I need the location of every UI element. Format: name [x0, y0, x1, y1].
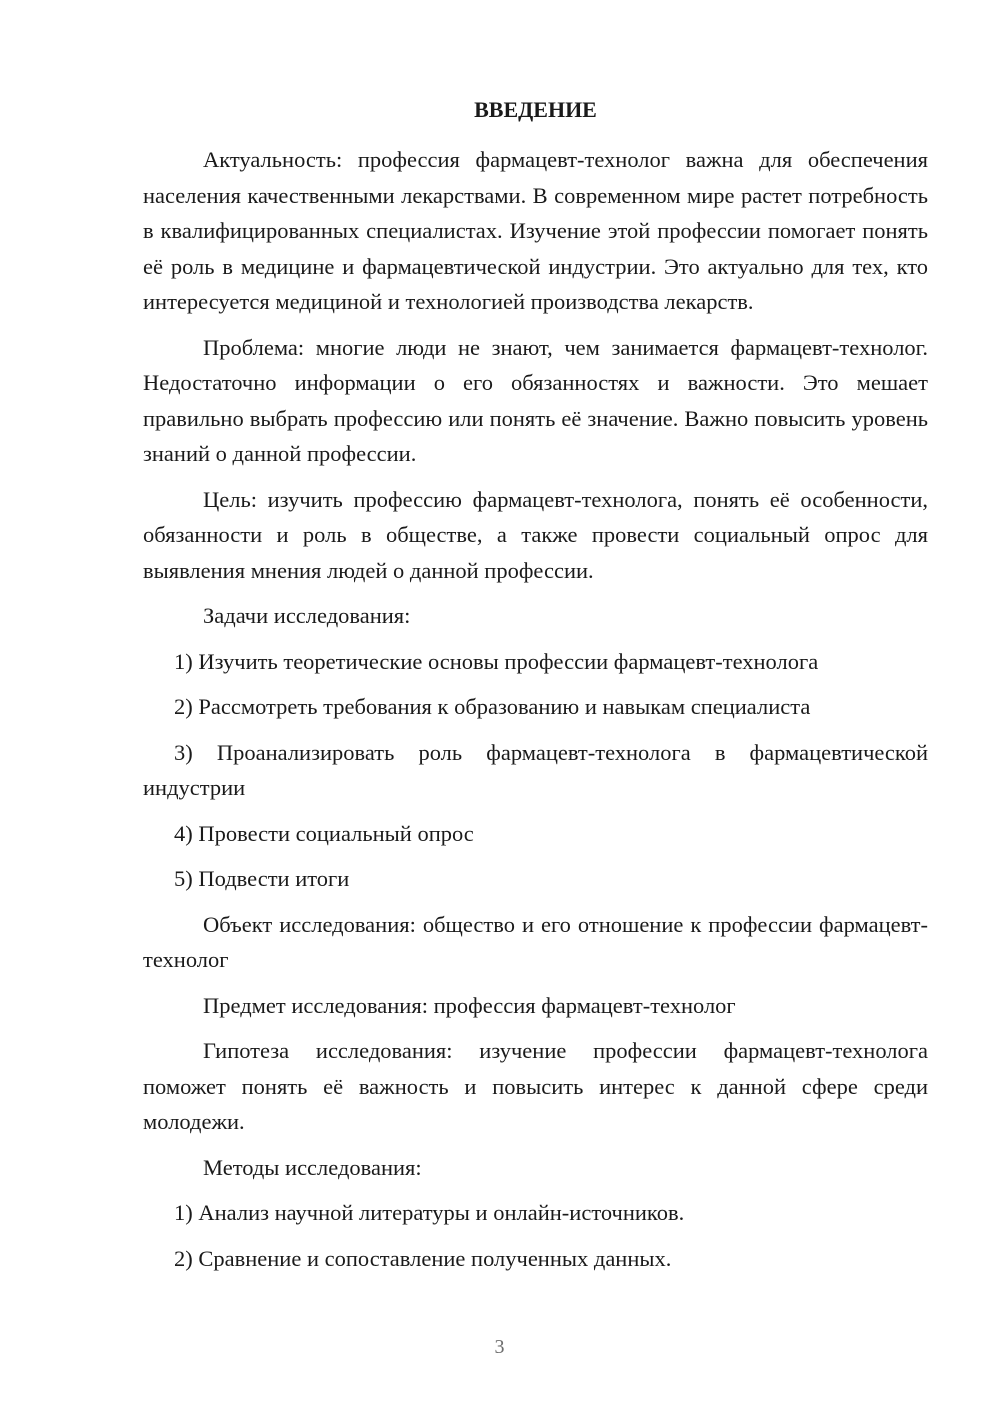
subject-paragraph: Предмет исследования: профессия фармацевт-технолог	[203, 992, 736, 1018]
object-paragraph: Объект исследования: общество и его отношение к профессии фармацевт-технолог	[143, 911, 928, 972]
page-number: 3	[494, 1336, 505, 1358]
task-item-1: 1) Изучить теоретические основы профессии фармацевт-технолога	[174, 648, 819, 674]
method-item-2: 2) Сравнение и сопоставление полученных данных.	[174, 1245, 672, 1271]
goal-paragraph: Цель: изучить профессию фармацевт-технолога, понять её особенности, обязанности и роль в обществе, а также провести социальный опрос для выявления мнения людей о данной профессии.	[143, 486, 928, 583]
section-title: ВВЕДЕНИЕ	[474, 97, 597, 122]
methods-heading: Методы исследования:	[203, 1154, 422, 1180]
problem-paragraph: Проблема: многие люди не знают, чем занимается фармацевт-технолог. Недостаточно информации о его обязанностях и важности. Это мешает правильно выбрать профессию или понять её значение. Важно повысить уровень знаний о данной профессии.	[143, 334, 928, 466]
tasks-heading: Задачи исследования:	[203, 603, 411, 628]
hypothesis-paragraph: Гипотеза исследования: изучение профессии фармацевт-технолога поможет понять её важность и повысить интерес к данной сфере среди молодежи.	[143, 1038, 928, 1134]
document-body	[143, 142, 928, 1286]
task-item-4: 4) Провести социальный опрос	[174, 820, 474, 846]
task-item-5: 5) Подвести итоги	[174, 866, 350, 891]
task-item-2: 2) Рассмотреть требования к образованию и навыкам специалиста	[174, 694, 811, 719]
document-page	[143, 0, 928, 1414]
method-item-1: 1) Анализ научной литературы и онлайн-источников.	[174, 1200, 685, 1225]
relevance-paragraph: Актуальность: профессия фармацевт-технолог важна для обеспечения населения качественными лекарствами. В современном мире растет потребность в квалифицированных специалистах. Изучение этой профессии помогает понять её роль в медицине и фармацевтической индустрии. Это актуально для тех, кто интересуется медициной и технологией производства лекарств.	[143, 147, 928, 314]
task-item-3: 3) Проанализировать роль фармацевт-технолога в фармацевтической индустрии	[143, 739, 928, 800]
